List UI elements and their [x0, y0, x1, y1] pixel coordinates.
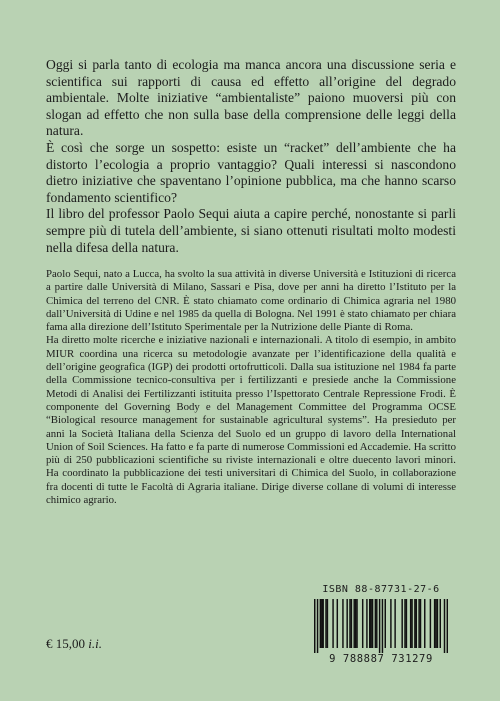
barcode-bar — [406, 599, 407, 648]
blurb-paragraph: È così che sorge un sospetto: esiste un “racket” dell’ambiente che ha distorto l’ecologia a proprio vantaggio? Quali interessi si nascondono dietro iniziative che spaventano l’opinione pubblica, ma che hanno scarso fondamento scientifico? — [46, 139, 456, 205]
barcode-bar — [385, 599, 386, 648]
barcode-bar — [314, 599, 315, 653]
barcode-bar — [322, 599, 323, 648]
barcode-bar — [355, 599, 356, 648]
barcode-bar — [401, 599, 402, 648]
barcode-bar — [424, 599, 425, 648]
barcode-bar — [434, 599, 435, 648]
barcode-bar — [337, 599, 338, 648]
barcode-bar — [349, 599, 350, 648]
isbn-number: ISBN 88-87731-27-6 — [322, 584, 440, 595]
barcode-bar — [437, 599, 438, 648]
barcode-bar — [353, 599, 354, 648]
barcode-bar — [342, 599, 343, 648]
barcode-bar — [366, 599, 367, 648]
barcode-bar — [369, 599, 370, 648]
barcode-bar — [416, 599, 417, 648]
barcode-bar — [414, 599, 415, 648]
barcode-bar — [411, 599, 412, 648]
barcode-bar — [370, 599, 371, 648]
barcode-bar — [317, 599, 318, 653]
barcode-bar — [346, 599, 347, 648]
barcode-block — [308, 584, 454, 666]
barcode-bar — [376, 599, 377, 648]
bio-paragraph: Ha diretto molte ricerche e iniziative nazionali e internazionali. A titolo di esempio, in ambito MIUR coordina una ricerca su metodologie avanzate per l’identificazione della qualità e dell’origine geografica (IGP) dei prodotti ortofrutticoli. Dalla sua istituzione nel 1984 fa parte della Commissione tecnico-consultiva per i fertilizzanti e presiede anche la Commissione Metodi di Analisi dei Fertilizzanti istituita presso l’Ispettorato Centrale Repressione Frodi. È componente del Governing Body e del Management Committee del Programma OCSE “Biological resource management for sustainable agricultural systems”. Ha presieduto per anni la Società Italiana della Scienza del Suolo ed un gruppo di lavoro della International Union of Soil Sciences. Ha fatto e fa parte di numerose Commissioni ed Accademie. Ha scritto più di 250 pubblicazioni scientifiche su riviste internazionali e oltre duecento lavori minori. Ha coordinato la pubblicazione dei testi universitari di Chimica del Suolo, in collaborazione fra docenti di tutte le Facoltà di Agraria italiane. Dirige diverse collane di volumi di interesse chimico agrario. — [46, 334, 456, 507]
blurb-paragraph: Oggi si parla tanto di ecologia ma manca ancora una discussione seria e scientifica sui rapporti di causa ed effetto all’origine del degrado ambientale. Molte iniziative “ambientaliste” paiono muoversi più con slogan ad effetto che non sulla base della comprensione delle leggi della natura. — [46, 57, 456, 139]
barcode-bar — [390, 599, 391, 648]
barcode-bar — [418, 599, 419, 648]
author-biography — [46, 268, 456, 507]
barcode-bar — [362, 599, 363, 648]
barcode-bar — [379, 599, 380, 653]
ean-barcode — [314, 599, 448, 653]
barcode-bar — [420, 599, 421, 648]
barcode-bar — [320, 599, 321, 648]
ean-digits: 9 788887 731279 — [329, 653, 433, 665]
back-cover-blurb — [46, 57, 456, 256]
barcode-bar — [444, 599, 445, 653]
barcode-bar — [430, 599, 431, 648]
barcode-bar — [410, 599, 411, 648]
barcode-bar — [356, 599, 357, 648]
barcode-bar — [375, 599, 376, 648]
barcode-bar — [351, 599, 352, 648]
barcode-bar — [404, 599, 405, 648]
barcode-bar — [325, 599, 326, 648]
barcode-bar — [382, 599, 383, 653]
price-amount: € 15,00 — [46, 636, 85, 651]
price — [46, 636, 102, 652]
barcode-bar — [321, 599, 322, 648]
barcode-bar — [332, 599, 333, 648]
blurb-paragraph: Il libro del professor Paolo Sequi aiuta a capire perché, nonostante si parli sempre più di tutela dell’ambiente, si siano ottenuti risultati molto modesti nella difesa della natura. — [46, 206, 456, 255]
bio-paragraph: Paolo Sequi, nato a Lucca, ha svolto la sua attività in diverse Università e Istituzioni di ricerca a partire dalle Università di Milano, Sassari e Pisa, dove per anni ha diretto l’Istituto per la Chimica del terreno del CNR. È stato chiamato come ordinario di Chimica agraria nel 1980 dall’Università di Udine e nel 1985 da quella di Bologna. Nel 1991 è stato chiamato per chiara fama alla direzione dell’Istituto Sperimentale per la Nutrizione delle Piante di Roma. — [46, 268, 456, 334]
barcode-bar — [435, 599, 436, 648]
price-suffix: i.i. — [88, 636, 102, 651]
barcode-bar — [447, 599, 448, 653]
barcode-bar — [440, 599, 441, 648]
barcode-bar — [394, 599, 395, 648]
barcode-bar — [327, 599, 328, 648]
barcode-bar — [372, 599, 373, 648]
